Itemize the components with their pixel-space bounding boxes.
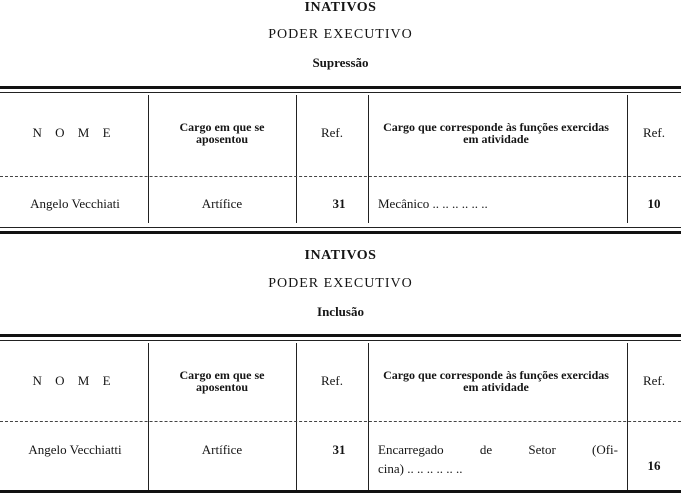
section-subtitle: PODER EXECUTIVO bbox=[268, 276, 413, 291]
table-top-rule bbox=[0, 334, 681, 337]
section-kind: Inclusão bbox=[317, 304, 364, 319]
table-bottom-rule bbox=[0, 231, 681, 234]
row-ref: 31 bbox=[332, 196, 346, 211]
row-cargo: Artífice bbox=[201, 442, 243, 457]
row-cargo-atual-line1: Encarregado de Setor (Ofi- bbox=[378, 442, 618, 457]
row-cargo: Artífice bbox=[201, 196, 243, 211]
table-top-rule-inner bbox=[0, 92, 681, 93]
header-cargo: Cargo em que se aposentou bbox=[179, 368, 265, 394]
row-cargo-atual bbox=[378, 440, 618, 478]
table-bottom-rule bbox=[0, 490, 681, 493]
header-divider bbox=[0, 176, 681, 177]
row-nome: Angelo Vecchiatti bbox=[28, 442, 122, 457]
header-ref-2: Ref. bbox=[642, 373, 666, 388]
row-nome: Angelo Vecchiati bbox=[30, 196, 120, 211]
row-cargo-atual-line2: cina) .. .. .. .. .. .. bbox=[378, 461, 463, 476]
row-ref-2: 16 bbox=[647, 458, 661, 473]
header-divider bbox=[0, 421, 681, 422]
section-title: INATIVOS bbox=[304, 248, 377, 263]
section-title: INATIVOS bbox=[304, 0, 377, 15]
row-cargo-atual: Mecânico .. .. .. .. .. .. bbox=[378, 196, 488, 211]
header-nome: N O M E bbox=[32, 373, 116, 388]
header-cargo: Cargo em que se aposentou bbox=[179, 120, 265, 146]
header-cargo-atual: Cargo que corresponde às funções exercidas em atividade bbox=[383, 368, 609, 394]
row-ref: 31 bbox=[332, 442, 346, 457]
table-top-rule-inner bbox=[0, 340, 681, 341]
table-bottom-rule-inner bbox=[0, 227, 681, 228]
column-divider bbox=[368, 343, 369, 490]
header-ref-2: Ref. bbox=[642, 125, 666, 140]
column-divider bbox=[148, 343, 149, 490]
section-subtitle: PODER EXECUTIVO bbox=[268, 27, 413, 42]
header-ref: Ref. bbox=[320, 125, 344, 140]
row-ref-2: 10 bbox=[647, 196, 661, 211]
header-ref: Ref. bbox=[320, 373, 344, 388]
header-nome: N O M E bbox=[32, 125, 116, 140]
section-kind: Supressão bbox=[312, 55, 369, 70]
table-top-rule bbox=[0, 86, 681, 89]
header-cargo-atual: Cargo que corresponde às funções exercidas em atividade bbox=[383, 120, 609, 146]
